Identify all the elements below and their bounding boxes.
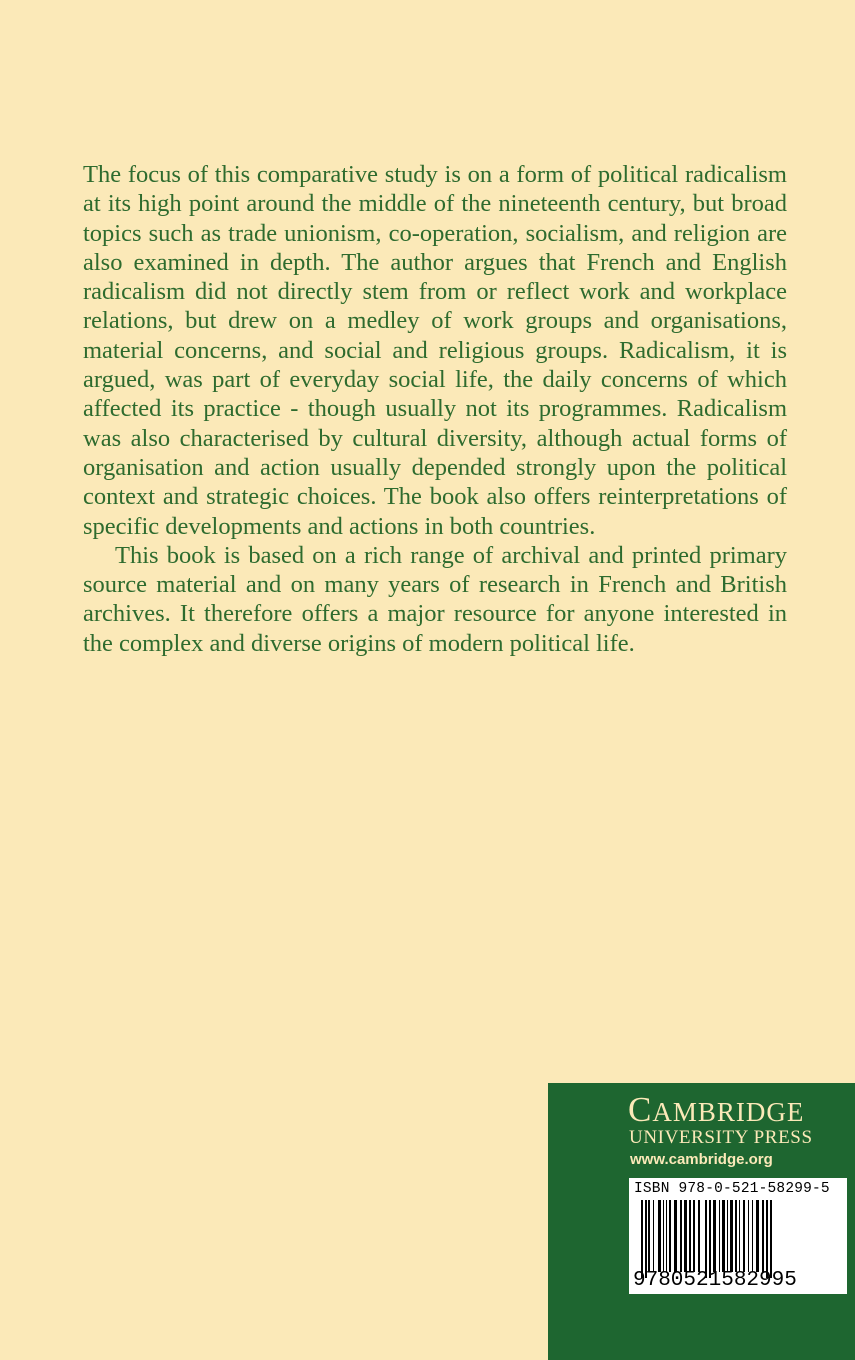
barcode-bar <box>743 1200 745 1272</box>
barcode-bar <box>674 1200 677 1272</box>
barcode <box>629 1178 847 1294</box>
barcode-bar <box>680 1200 682 1272</box>
barcode-bar <box>730 1200 733 1272</box>
barcode-bar <box>669 1200 671 1272</box>
barcode-bar <box>698 1200 700 1272</box>
barcode-bar <box>641 1200 643 1278</box>
blurb-paragraph-2: This book is based on a rich range of archival and printed primary source material and on many years of research in French and British archives. It therefore offers a major resource for anyone interested in the complex and diverse origins of modern political life. <box>83 541 787 657</box>
barcode-bar <box>756 1200 759 1272</box>
barcode-bar <box>727 1200 728 1272</box>
barcode-bar <box>689 1200 691 1272</box>
publisher-name-initial: C <box>628 1090 653 1129</box>
barcode-bar <box>766 1200 768 1278</box>
barcode-bar <box>653 1200 654 1272</box>
barcode-bar <box>735 1200 737 1272</box>
barcode-bar <box>705 1200 707 1278</box>
barcode-bar <box>648 1200 650 1272</box>
barcode-bar <box>645 1200 647 1278</box>
barcode-bar <box>684 1200 687 1272</box>
barcode-bar <box>693 1200 695 1272</box>
ean-digits: 9780521582995 <box>633 1269 797 1292</box>
barcode-bar <box>739 1200 740 1272</box>
barcode-bar <box>748 1200 749 1272</box>
barcode-bar <box>666 1200 667 1272</box>
barcode-bar <box>709 1200 711 1278</box>
publisher-name-rest: AMBRIDGE <box>652 1097 805 1127</box>
isbn-label: ISBN 978-0-521-58299-5 <box>634 1181 830 1197</box>
back-cover-blurb <box>83 160 787 658</box>
publisher-url: www.cambridge.org <box>630 1151 773 1168</box>
publisher-name <box>628 1092 855 1130</box>
publisher-subtitle: UNIVERSITY PRESS <box>629 1127 813 1148</box>
barcode-bar <box>713 1200 716 1272</box>
barcode-bar <box>719 1200 720 1272</box>
barcode-bar <box>770 1200 772 1278</box>
blurb-paragraph-1: The focus of this comparative study is on a form of political radicalism at its high point around the middle of the nineteenth century, but broad topics such as trade unionism, co-operation, socialism, and religion are also examined in depth. The author argues that French and English radicalism did not directly stem from or reflect work and workplace relations, but drew on a medley of work groups and organisations, material concerns, and social and religious groups. Radicalism, it is argued, was part of everyday social life, the daily concerns of which affected its practice - though usually not its programmes. Radicalism was also characterised by cultural diversity, although actual forms of organisation and action usually depended strongly upon the political context and strategic choices. The book also offers reinterpretations of specific developments and actions in both countries. <box>83 161 787 540</box>
barcode-bar <box>658 1200 661 1272</box>
barcode-bar <box>722 1200 725 1272</box>
barcode-bar <box>663 1200 664 1272</box>
barcode-bar <box>752 1200 753 1272</box>
barcode-bar <box>762 1200 764 1272</box>
